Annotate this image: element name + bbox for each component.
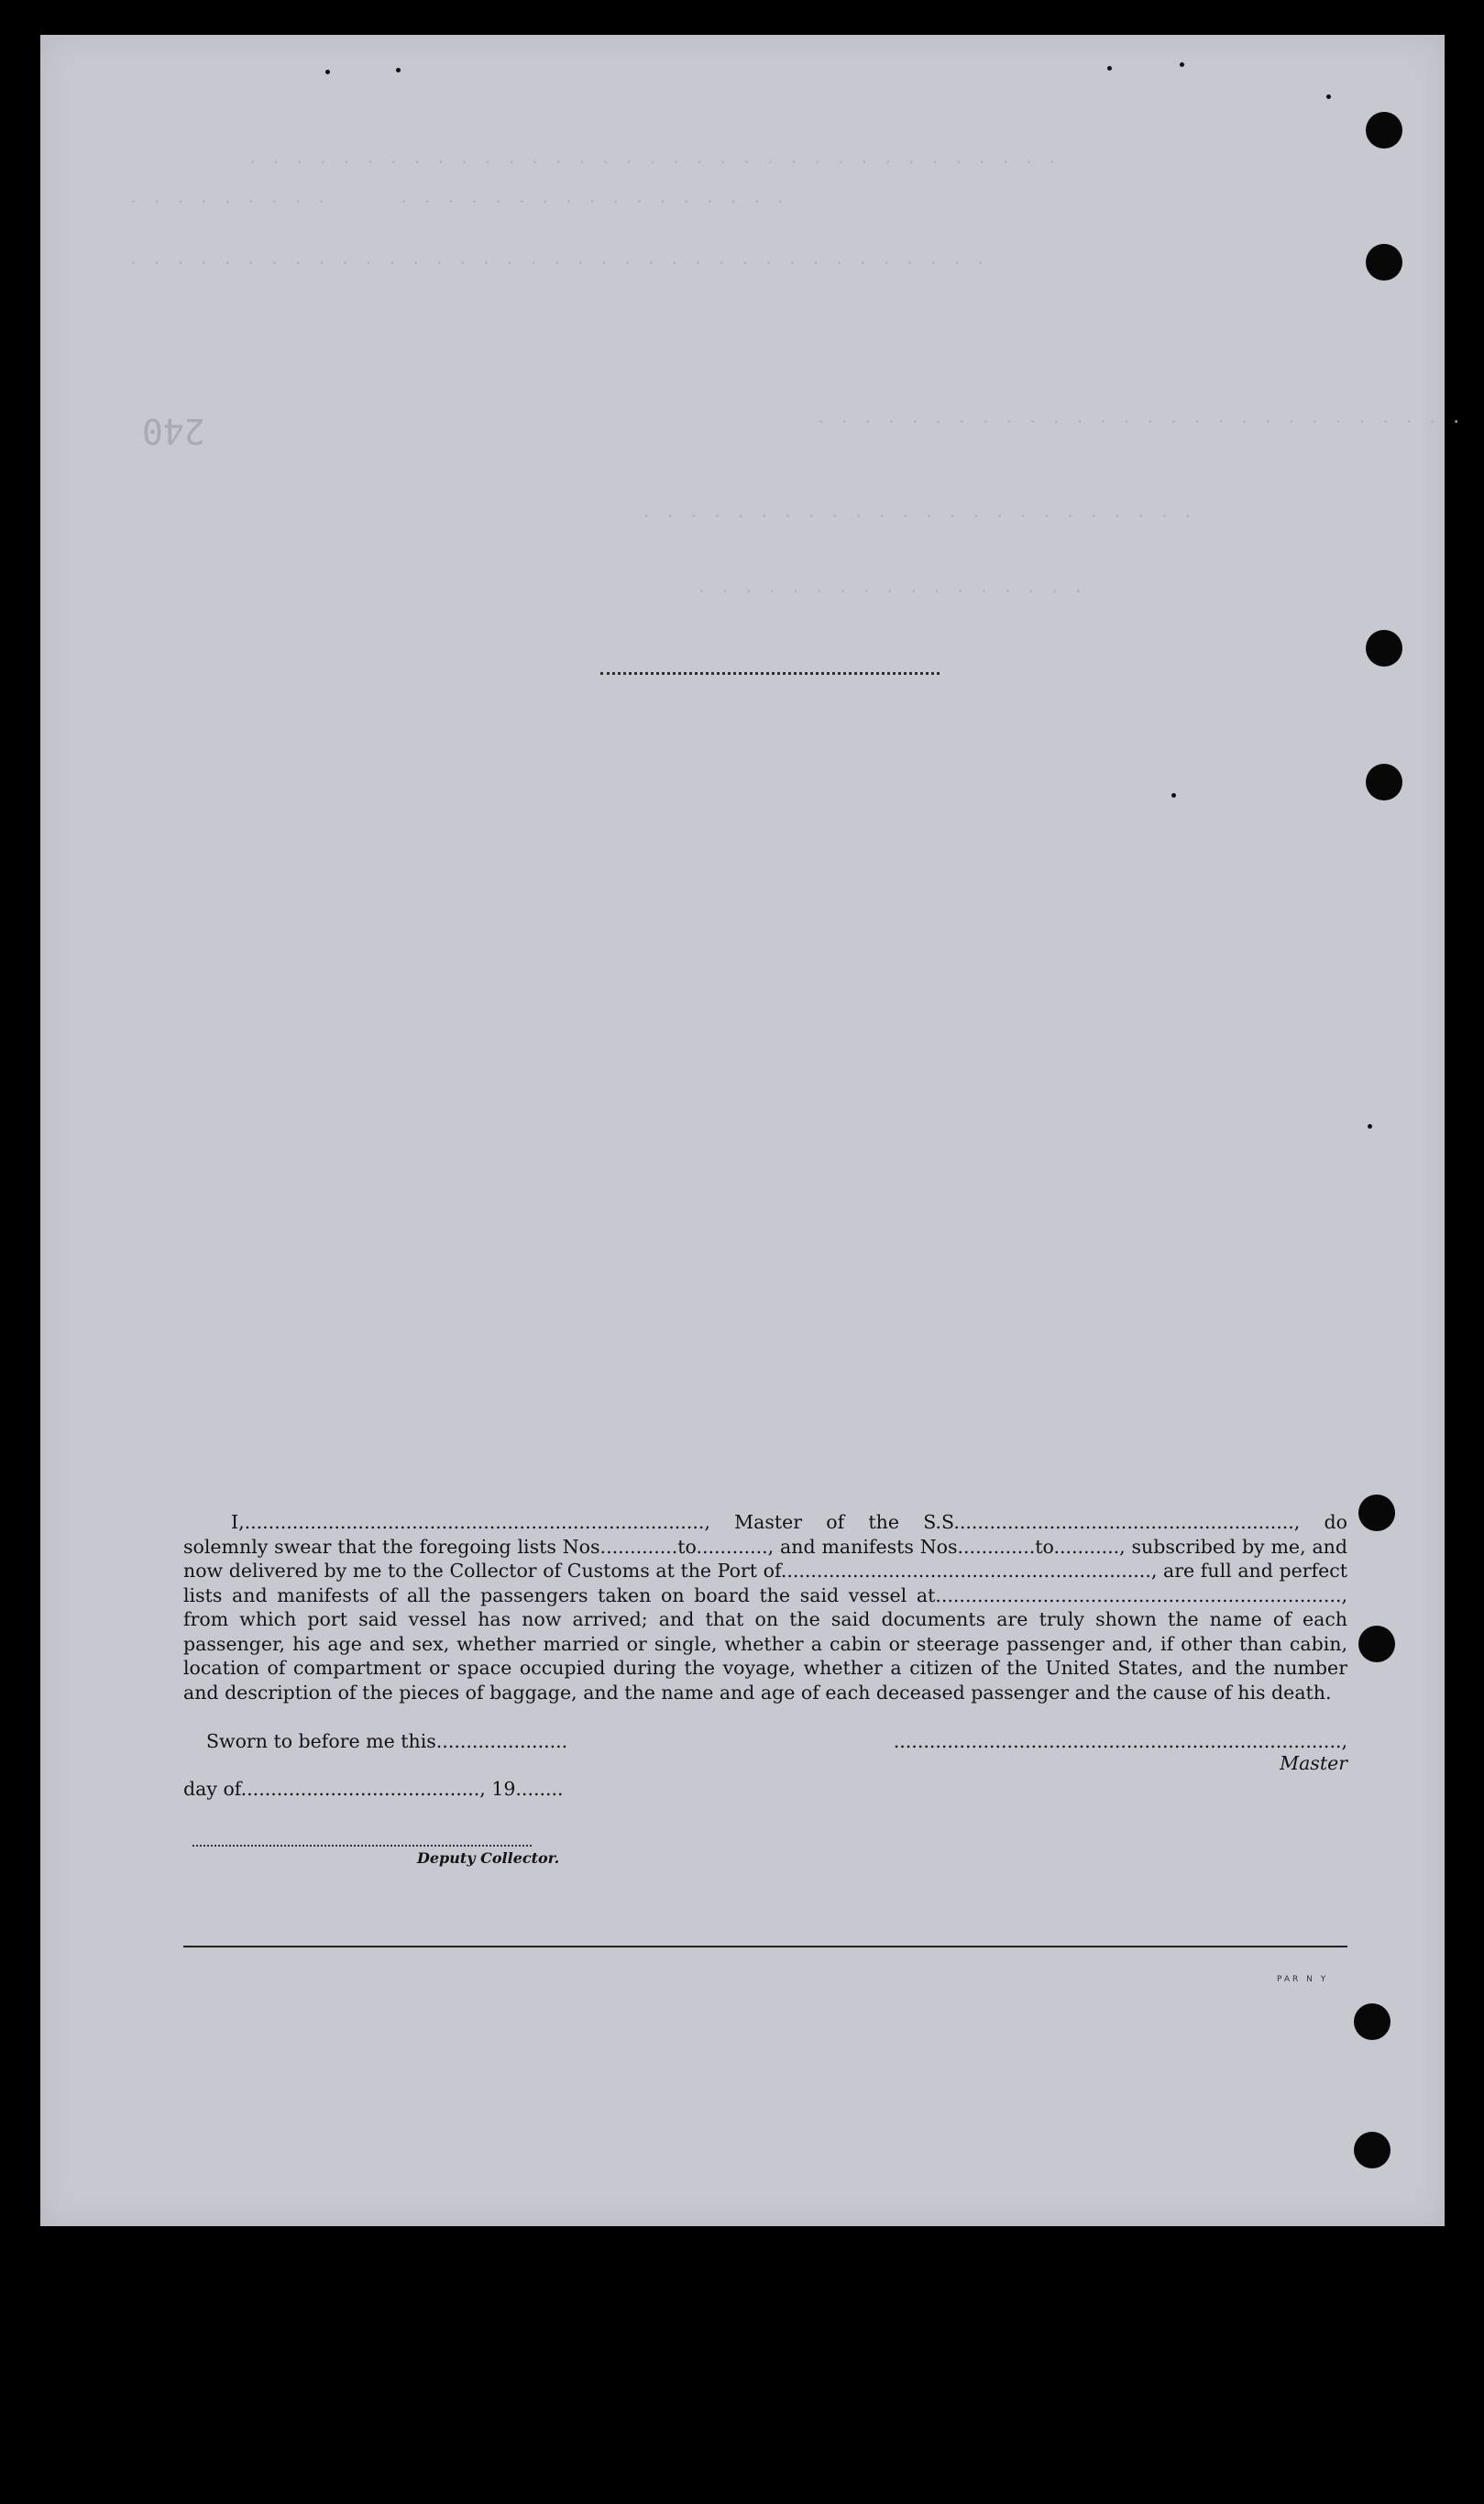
speck xyxy=(396,68,401,72)
deputy-signature-line xyxy=(192,1845,532,1847)
speck xyxy=(1368,1124,1372,1129)
master-label: Master xyxy=(1280,1752,1347,1774)
punch-hole xyxy=(1366,112,1402,149)
day-of-line: day of........................................, 19........ xyxy=(183,1778,564,1800)
faint-page-number: 240 xyxy=(142,411,205,451)
bleed-through-line: . . . . . . . . . . . . . . . . . . . . . . . . . . xyxy=(128,188,787,207)
punch-hole xyxy=(1366,764,1402,800)
bleed-through-line: . . . . . . . . . . . . . . . . . . . . . . . . xyxy=(642,502,1195,522)
printer-mark: PAR N Y xyxy=(1277,1975,1329,1984)
sworn-before-line: Sworn to before me this...................... xyxy=(206,1730,568,1752)
oath-text: I,............................................................................., Master of the S.S........................................................., do solemnly swear that the foregoing lists Nos.............to............, and manifests Nos.............to..........., subscribed by me, and now delivered by me to the Collector of Customs at the Port of.............................................................., are full and perfect lists and manifests of all the passengers taken on board the said vessel at...................................................................., from which port said vessel has now arrived; and that on the said documents are truly shown the name of each passenger, his age and sex, whether married or single, whether a cabin or steerage passenger and, if other than cabin, location of compartment or space occupied during the voyage, whether a citizen of the United States, and the number and description of the pieces of baggage, and the name and age of each deceased passenger and the cause of his death. xyxy=(183,1511,1347,1704)
bleed-through-line: . . . . . . . . . . . . . . . . . . . . . . . . . . . . . . . . . . . . . xyxy=(128,249,988,269)
bleed-through-line: . . . . . . . . . . . . . . . . . . . . . . . . . . . . xyxy=(816,408,1464,427)
speck xyxy=(325,70,330,74)
bleed-through-line: . . . . . . . . . . . . . . . . . xyxy=(697,578,1085,597)
punch-hole xyxy=(1354,2132,1391,2168)
master-line: ..........................................................................., xyxy=(893,1730,1347,1752)
manifest-page xyxy=(40,35,1445,2226)
punch-hole xyxy=(1358,1626,1395,1662)
speck xyxy=(1107,66,1112,71)
deputy-collector-label: Deputy Collector. xyxy=(417,1849,560,1867)
bleed-through-line: . . . . . . . . . . . . . . . . . . . . . . . . . . . . . . . . . . . xyxy=(247,149,1060,168)
dotted-line xyxy=(600,672,940,675)
punch-hole xyxy=(1366,244,1402,281)
speck xyxy=(1180,62,1184,67)
horizontal-rule xyxy=(183,1946,1347,1947)
oath-paragraph xyxy=(183,1510,1347,1704)
punch-hole xyxy=(1358,1495,1395,1531)
speck xyxy=(1171,793,1176,798)
master-signature-line xyxy=(875,1730,1347,1774)
speck xyxy=(1326,94,1331,99)
punch-hole xyxy=(1354,2003,1391,2040)
punch-hole xyxy=(1366,630,1402,667)
